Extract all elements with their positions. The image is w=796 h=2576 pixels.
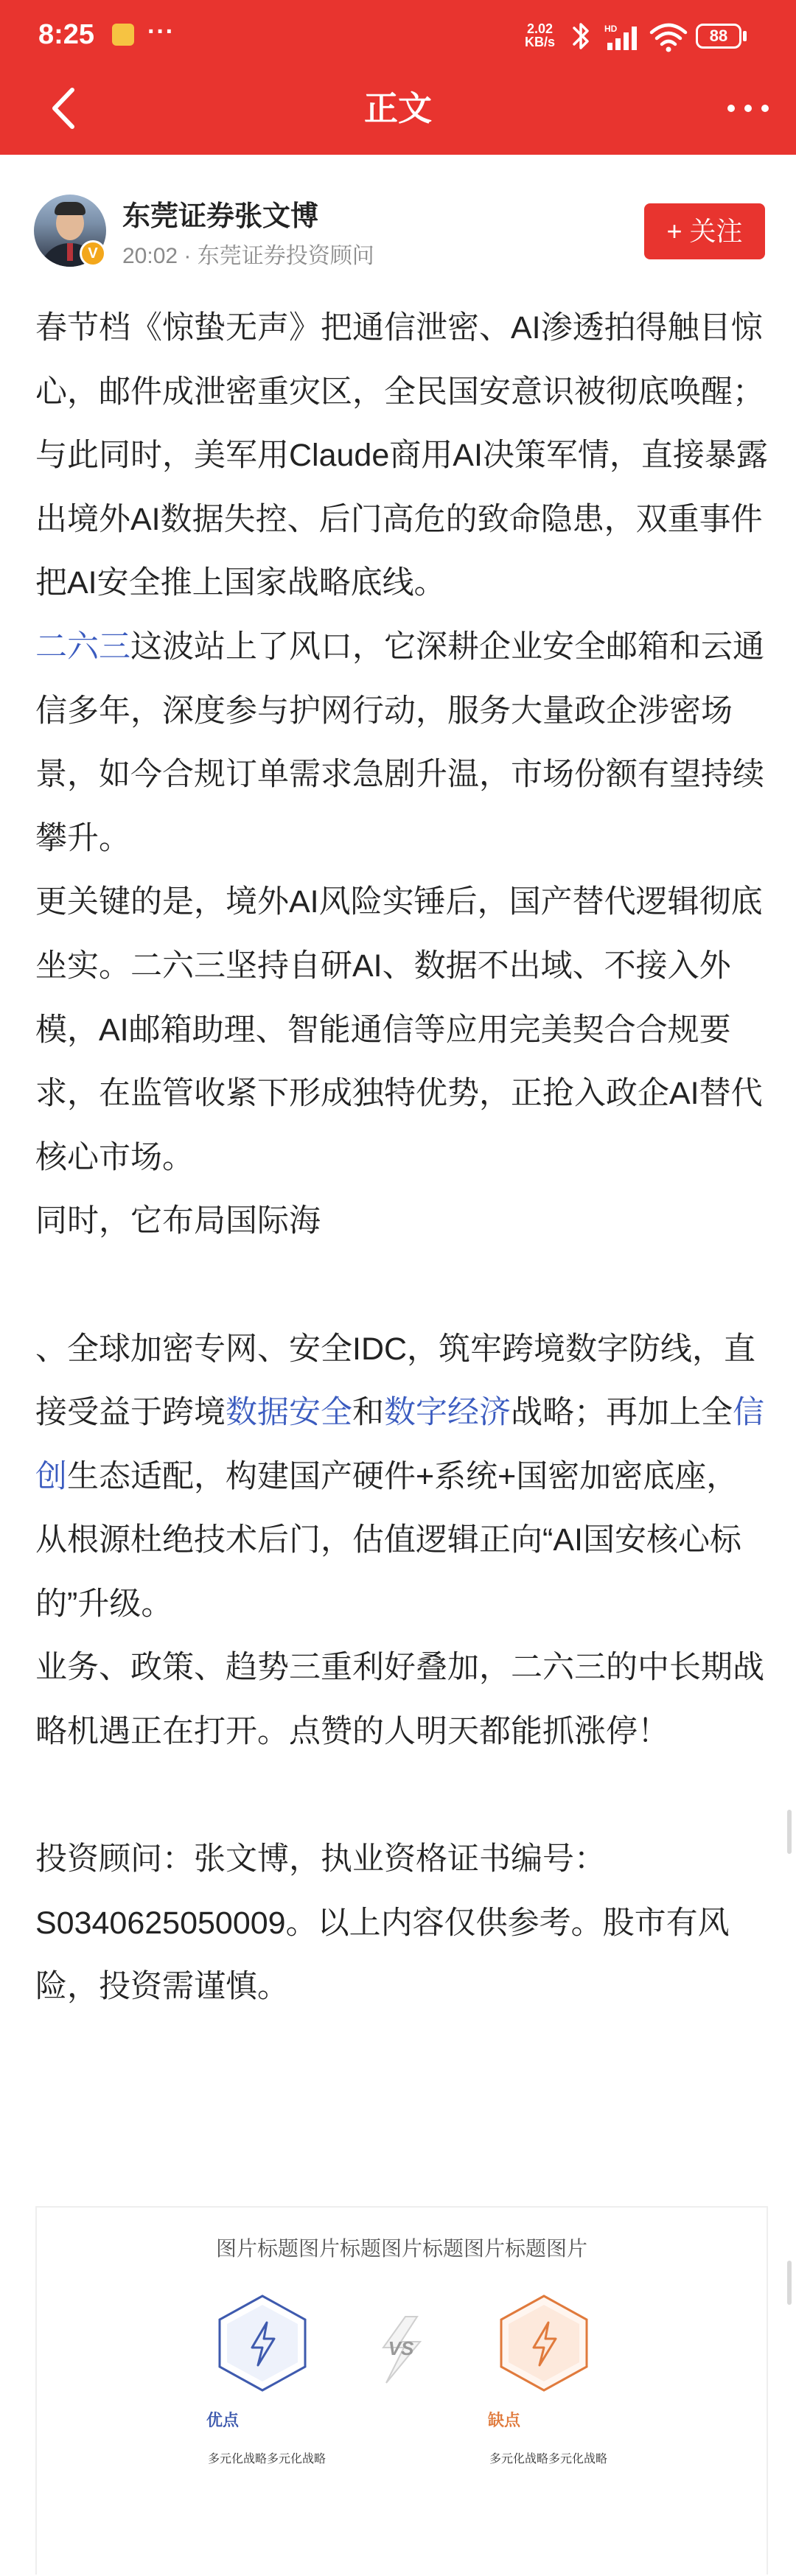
pros-hexagon-icon bbox=[220, 2296, 305, 2390]
network-speed-unit: KB/s bbox=[525, 35, 556, 49]
paragraph-gap bbox=[35, 1764, 768, 1828]
battery-nub bbox=[743, 31, 747, 41]
bluetooth-icon bbox=[568, 18, 594, 55]
network-speed-value: 2.02 bbox=[526, 21, 554, 36]
article-text: 生态适配，构建国产硬件+系统+国密加密底座，从根源杜绝技术后门，估值逻辑正向“AI国安核心标的”升级。 bbox=[35, 1458, 741, 1622]
status-time: 8:25 bbox=[38, 19, 95, 50]
scrollbar-thumb-secondary bbox=[787, 2261, 792, 2305]
status-more-indicator: ··· bbox=[147, 18, 175, 46]
battery-indicator: 88 bbox=[696, 24, 741, 49]
article-text: 战略；再加上全 bbox=[511, 1395, 733, 1431]
avatar-hair bbox=[55, 202, 85, 215]
article-text: 这波站上了风口，它深耕企业安全邮箱和云通信多年，深度参与护网行动，服务大量政企涉密场景，如今合规订单需求急剧升温，市场份额有望持续攀升。 bbox=[35, 629, 764, 856]
vs-graphic bbox=[37, 2208, 767, 2576]
cellular-signal-icon bbox=[603, 22, 646, 53]
vs-label: VS bbox=[388, 2337, 414, 2359]
hd-label: HD bbox=[604, 24, 618, 34]
cons-hexagon-icon bbox=[501, 2296, 587, 2390]
article-paragraph bbox=[35, 615, 768, 870]
topic-link-xinchuang[interactable]: 信创 bbox=[35, 1395, 764, 1494]
article-body bbox=[35, 296, 768, 2019]
pros-subtext: 多元化战略多元化战略 bbox=[208, 2453, 327, 2465]
avatar-tie bbox=[67, 243, 73, 261]
article-paragraph: 同时，它布局国际海 bbox=[35, 1203, 321, 1239]
more-options-icon[interactable] bbox=[722, 97, 774, 119]
wifi-icon bbox=[649, 21, 688, 53]
top-bar bbox=[0, 0, 796, 155]
stock-link[interactable]: 二六三 bbox=[35, 629, 130, 665]
cons-label: 缺点 bbox=[488, 2411, 521, 2429]
article-paragraph: 更关键的是，境外AI风险实锤后，国产替代逻辑彻底坐实。二六三坚持自研AI、数据不出域、不接入外模，AI邮箱助理、智能通信等应用完美契合合规要求，在监管收紧下形成独特优势，正抢入政企AI替代核心市场。 bbox=[35, 884, 763, 1175]
page-title: 正文 bbox=[364, 89, 432, 127]
topic-link-data-security[interactable]: 数据安全 bbox=[226, 1395, 352, 1431]
image-title: 图片标题图片标题图片标题图片标题图片 bbox=[215, 2237, 587, 2260]
cons-subtext: 多元化战略多元化战略 bbox=[489, 2453, 608, 2465]
author-name[interactable]: 东莞证券张文博 bbox=[122, 201, 319, 232]
paragraph-gap bbox=[35, 1253, 768, 1317]
pros-label: 优点 bbox=[206, 2411, 240, 2429]
verified-badge-icon: V bbox=[80, 240, 106, 267]
network-speed bbox=[525, 22, 555, 49]
article-paragraph bbox=[35, 1317, 768, 1637]
follow-button[interactable]: + 关注 bbox=[644, 203, 765, 259]
article-text: 、全球加密专网、安全IDC，筑牢跨境数字防线，直接受益于跨境 bbox=[35, 1331, 756, 1431]
scrollbar-thumb[interactable] bbox=[787, 1810, 792, 1854]
vs-icon bbox=[383, 2317, 420, 2383]
article-paragraph: 投资顾问：张文博，执业资格证书编号：S0340625050009。以上内容仅供参考。股市有风险，投资需谨慎。 bbox=[35, 1841, 730, 2005]
article-text: 和 bbox=[352, 1395, 384, 1431]
article-paragraph: 业务、政策、趋势三重利好叠加，二六三的中长期战略机遇正在打开。点赞的人明天都能抓涨停！ bbox=[35, 1650, 764, 1750]
status-bar bbox=[0, 0, 796, 74]
article-paragraph: 春节档《惊蛰无声》把通信泄密、AI渗透拍得触目惊心，邮件成泄密重灾区，全民国安意识被彻底唤醒；与此同时，美军用Claude商用AI决策军情，直接暴露出境外AI数据失控、后门高危的致命隐患，双重事件把AI安全推上国家战略底线。 bbox=[35, 310, 768, 601]
notification-icon bbox=[112, 24, 134, 46]
post-meta: 20:02 · 东莞证券投资顾问 bbox=[122, 244, 374, 268]
topic-link-digital-economy[interactable]: 数字经济 bbox=[384, 1395, 511, 1431]
article-image[interactable] bbox=[35, 2206, 768, 2575]
